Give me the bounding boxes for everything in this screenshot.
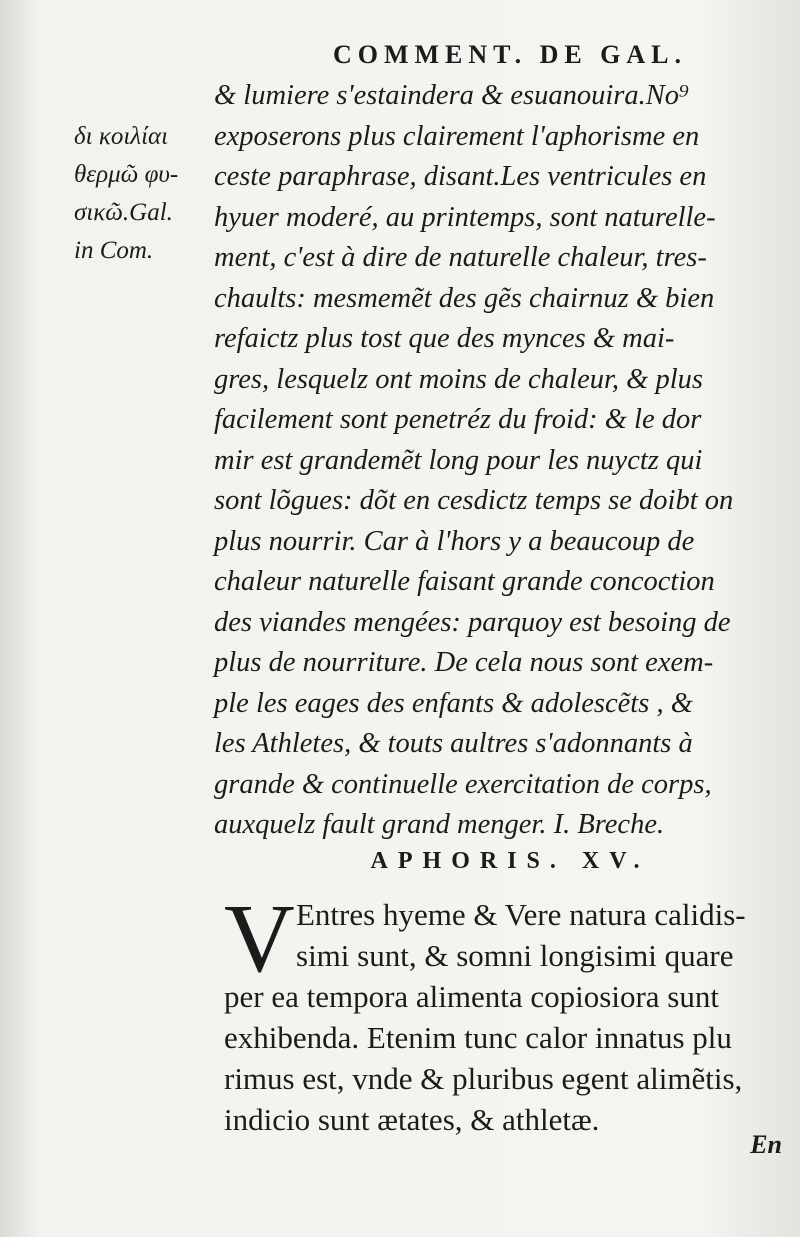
text-line: refaictz plus tost que des mynces & mai- — [214, 323, 675, 354]
latin-line: indicio sunt ætates, & athletæ. — [224, 1102, 600, 1137]
text-line: grande & continuelle exercitation de corps, — [214, 768, 712, 800]
margin-note-line: in Com. — [74, 237, 154, 264]
text-line: des viandes mengées: parquoy est besoing de — [214, 606, 731, 638]
text-line: plus nourrir. Car à l'hors y a beaucoup de — [214, 525, 695, 557]
commentary-text — [214, 76, 774, 846]
latin-aphorism — [224, 894, 784, 1140]
text-line: les Athletes, & touts aultres s'adonnants à — [214, 728, 693, 759]
text-line: exposerons plus clairement l'aphorisme en — [214, 120, 700, 152]
running-header: COMMENT. DE GAL. — [332, 40, 688, 69]
text-line: chaults: mesmemẽt des gẽs chairnuz & bien — [214, 282, 715, 314]
text-line: ple les eages des enfants & adolescẽts , & — [214, 687, 693, 719]
catchword: En — [750, 1130, 782, 1159]
text-line: sont lõgues: dõt en cesdictz temps se doibt on — [214, 485, 734, 516]
text-line: gres, lesquelz ont moins de chaleur, & plus — [214, 363, 703, 395]
text-line: ceste paraphrase, disant.Les ventricules en — [214, 161, 707, 192]
latin-line: per ea tempora alimenta copiosiora sunt — [224, 979, 719, 1014]
latin-line: simi sunt, & somni longisimi quare — [296, 938, 734, 973]
margin-note-line: θερμῶ φυ- — [74, 161, 179, 188]
aphorism-heading: APHORIS. XV. — [370, 848, 650, 874]
latin-line: rimus est, vnde & pluribus egent alimẽtis, — [224, 1061, 743, 1096]
text-line: hyuer moderé, au printemps, sont naturelle- — [214, 201, 716, 233]
latin-line: Entres hyeme & Vere natura calidis- — [296, 897, 746, 932]
text-line: ment, c'est à dire de naturelle chaleur, tres- — [214, 242, 707, 273]
drop-cap: V — [224, 885, 295, 993]
text-line: auxquelz fault grand menger. I. Breche. — [214, 809, 665, 840]
latin-line: exhibenda. Etenim tunc calor innatus plu — [224, 1020, 732, 1055]
text-line: mir est grandemẽt long pour les nuyctz qui — [214, 444, 703, 476]
margin-note — [74, 118, 214, 270]
text-line: & lumiere s'estaindera & esuanouira.No⁹ — [214, 80, 689, 111]
text-line: facilement sont penetréz du froid: & le dor — [214, 404, 702, 435]
text-line: plus de nourriture. De cela nous sont exem- — [214, 647, 714, 678]
text-line: chaleur naturelle faisant grande concoction — [214, 566, 715, 597]
margin-note-line: δι κοιλίαι — [74, 123, 169, 150]
margin-note-line: σικῶ.Gal. — [74, 199, 173, 226]
